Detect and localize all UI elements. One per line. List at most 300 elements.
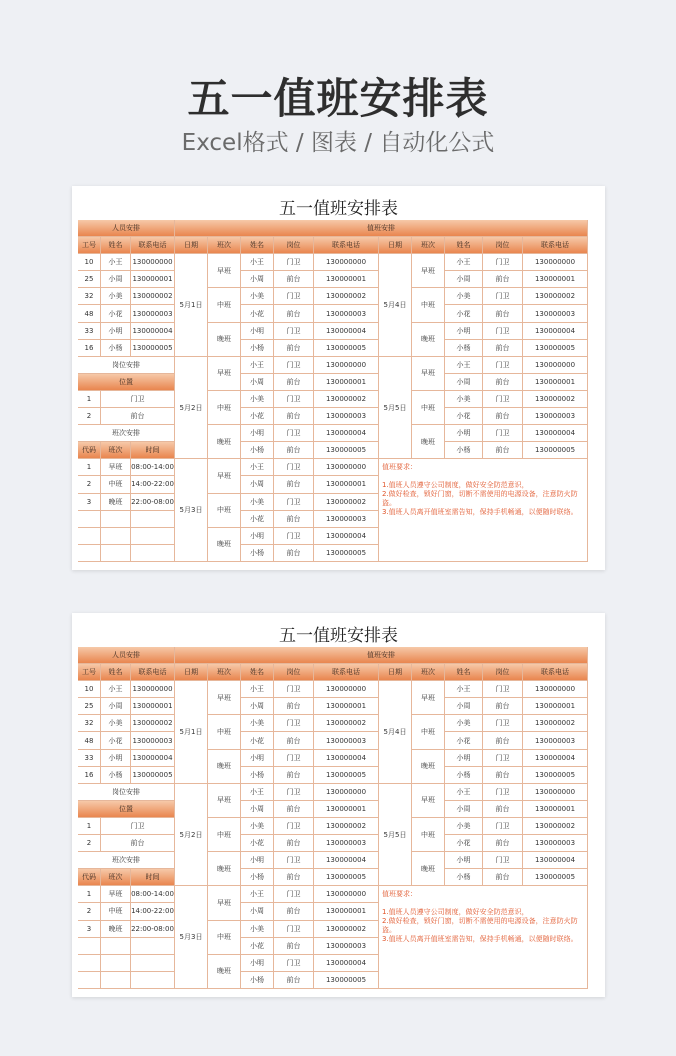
column-header: 日期 bbox=[379, 237, 412, 254]
empty-cell bbox=[101, 528, 131, 545]
shift-code-cell: 2 bbox=[78, 476, 101, 493]
duty-shift-cell: 中班 bbox=[412, 818, 445, 852]
shift-name-cell: 晚班 bbox=[101, 494, 131, 511]
empty-cell bbox=[101, 545, 131, 562]
empty-cell bbox=[131, 528, 175, 545]
duty-phone-cell: 130000001 bbox=[314, 903, 379, 920]
duty-shift-cell: 早班 bbox=[208, 357, 241, 391]
duty-post-cell: 门卫 bbox=[274, 955, 314, 972]
staff-name-cell: 小明 bbox=[101, 750, 131, 767]
duty-shift-cell: 早班 bbox=[412, 681, 445, 715]
duty-shift-cell: 晚班 bbox=[208, 750, 241, 784]
duty-phone-cell: 130000005 bbox=[314, 869, 379, 886]
duty-post-cell: 前台 bbox=[483, 698, 523, 715]
duty-name-cell: 小明 bbox=[241, 323, 274, 340]
duty-post-cell: 前台 bbox=[483, 374, 523, 391]
duty-phone-cell: 130000003 bbox=[314, 732, 379, 749]
date-cell: 5月1日 bbox=[175, 681, 208, 784]
post-header: 位置 bbox=[78, 801, 175, 818]
post-no-cell: 1 bbox=[78, 391, 101, 408]
date-cell: 5月2日 bbox=[175, 357, 208, 460]
duty-phone-cell: 130000000 bbox=[314, 254, 379, 271]
duty-name-cell: 小美 bbox=[445, 391, 483, 408]
duty-phone-cell: 130000003 bbox=[523, 305, 588, 322]
duty-shift-cell: 晚班 bbox=[208, 528, 241, 562]
spreadsheet-preview-2 bbox=[72, 613, 605, 997]
shift-name-cell: 晚班 bbox=[101, 921, 131, 938]
duty-phone-cell: 130000005 bbox=[314, 767, 379, 784]
duty-post-cell: 前台 bbox=[483, 408, 523, 425]
duty-name-cell: 小美 bbox=[241, 494, 274, 511]
staff-id-cell: 32 bbox=[78, 288, 101, 305]
duty-name-cell: 小花 bbox=[241, 511, 274, 528]
duty-post-cell: 前台 bbox=[274, 374, 314, 391]
duty-post-cell: 门卫 bbox=[483, 852, 523, 869]
column-header: 姓名 bbox=[445, 664, 483, 681]
staff-name-cell: 小周 bbox=[101, 698, 131, 715]
duty-post-cell: 门卫 bbox=[274, 323, 314, 340]
duty-post-cell: 门卫 bbox=[274, 681, 314, 698]
duty-phone-cell: 130000002 bbox=[523, 818, 588, 835]
duty-shift-cell: 中班 bbox=[208, 494, 241, 528]
column-header: 姓名 bbox=[445, 237, 483, 254]
duty-name-cell: 小花 bbox=[445, 835, 483, 852]
duty-phone-cell: 130000002 bbox=[314, 494, 379, 511]
duty-name-cell: 小周 bbox=[241, 271, 274, 288]
duty-name-cell: 小美 bbox=[241, 391, 274, 408]
column-header: 联系电话 bbox=[314, 237, 379, 254]
post-no-cell: 2 bbox=[78, 835, 101, 852]
duty-shift-cell: 早班 bbox=[208, 784, 241, 818]
duty-phone-cell: 130000005 bbox=[314, 340, 379, 357]
duty-post-cell: 门卫 bbox=[483, 254, 523, 271]
column-header: 联系电话 bbox=[131, 664, 175, 681]
shift-column-header: 时间 bbox=[131, 442, 175, 459]
duty-post-cell: 门卫 bbox=[483, 391, 523, 408]
duty-phone-cell: 130000004 bbox=[314, 955, 379, 972]
date-cell: 5月1日 bbox=[175, 254, 208, 357]
empty-cell bbox=[101, 955, 131, 972]
duty-requirements-notes bbox=[379, 459, 588, 562]
column-header: 姓名 bbox=[241, 664, 274, 681]
column-header: 班次 bbox=[412, 664, 445, 681]
note-line: 1.值班人员遵守公司制度，做好安全防范意识， bbox=[382, 908, 529, 917]
empty-cell bbox=[131, 972, 175, 989]
duty-phone-cell: 130000004 bbox=[523, 425, 588, 442]
staff-name-cell: 小美 bbox=[101, 715, 131, 732]
duty-name-cell: 小明 bbox=[445, 323, 483, 340]
duty-post-cell: 前台 bbox=[483, 340, 523, 357]
duty-post-cell: 门卫 bbox=[274, 459, 314, 476]
duty-name-cell: 小花 bbox=[445, 732, 483, 749]
schedule-grid bbox=[78, 647, 598, 989]
duty-post-cell: 前台 bbox=[274, 767, 314, 784]
duty-name-cell: 小美 bbox=[445, 818, 483, 835]
duty-phone-cell: 130000002 bbox=[523, 715, 588, 732]
duty-post-cell: 前台 bbox=[483, 767, 523, 784]
duty-post-cell: 门卫 bbox=[274, 921, 314, 938]
staff-id-cell: 16 bbox=[78, 767, 101, 784]
empty-cell bbox=[78, 511, 101, 528]
duty-post-cell: 门卫 bbox=[483, 715, 523, 732]
duty-name-cell: 小花 bbox=[445, 305, 483, 322]
duty-phone-cell: 130000003 bbox=[314, 305, 379, 322]
post-name-cell: 门卫 bbox=[101, 391, 175, 408]
duty-phone-cell: 130000002 bbox=[314, 391, 379, 408]
duty-phone-cell: 130000001 bbox=[314, 476, 379, 493]
staff-phone-cell: 130000005 bbox=[131, 340, 175, 357]
date-cell: 5月3日 bbox=[175, 886, 208, 989]
duty-phone-cell: 130000000 bbox=[314, 886, 379, 903]
duty-name-cell: 小明 bbox=[445, 750, 483, 767]
duty-post-cell: 门卫 bbox=[274, 852, 314, 869]
shift-time-cell: 22:00-08:00 bbox=[131, 494, 175, 511]
shift-name-cell: 中班 bbox=[101, 476, 131, 493]
duty-name-cell: 小美 bbox=[241, 818, 274, 835]
duty-phone-cell: 130000005 bbox=[523, 340, 588, 357]
section-title-shifts: 班次安排 bbox=[78, 425, 175, 442]
duty-phone-cell: 130000004 bbox=[314, 528, 379, 545]
column-header: 联系电话 bbox=[131, 237, 175, 254]
staff-id-cell: 33 bbox=[78, 323, 101, 340]
duty-post-cell: 门卫 bbox=[274, 357, 314, 374]
column-header: 日期 bbox=[379, 664, 412, 681]
shift-column-header: 代码 bbox=[78, 442, 101, 459]
date-cell: 5月5日 bbox=[379, 784, 412, 887]
duty-shift-cell: 晚班 bbox=[208, 955, 241, 989]
duty-post-cell: 前台 bbox=[274, 511, 314, 528]
duty-post-cell: 前台 bbox=[483, 305, 523, 322]
duty-name-cell: 小杨 bbox=[241, 545, 274, 562]
duty-shift-cell: 晚班 bbox=[412, 425, 445, 459]
duty-shift-cell: 早班 bbox=[208, 886, 241, 920]
duty-post-cell: 前台 bbox=[274, 903, 314, 920]
staff-phone-cell: 130000002 bbox=[131, 288, 175, 305]
duty-phone-cell: 130000004 bbox=[314, 852, 379, 869]
empty-cell bbox=[131, 545, 175, 562]
staff-id-cell: 33 bbox=[78, 750, 101, 767]
staff-name-cell: 小明 bbox=[101, 323, 131, 340]
duty-name-cell: 小花 bbox=[445, 408, 483, 425]
duty-phone-cell: 130000005 bbox=[314, 972, 379, 989]
staff-id-cell: 25 bbox=[78, 271, 101, 288]
staff-id-cell: 48 bbox=[78, 732, 101, 749]
duty-phone-cell: 130000001 bbox=[523, 374, 588, 391]
duty-post-cell: 前台 bbox=[274, 801, 314, 818]
empty-cell bbox=[78, 955, 101, 972]
date-cell: 5月3日 bbox=[175, 459, 208, 562]
duty-post-cell: 门卫 bbox=[483, 357, 523, 374]
duty-shift-cell: 晚班 bbox=[412, 852, 445, 886]
duty-name-cell: 小王 bbox=[445, 357, 483, 374]
shift-time-cell: 22:00-08:00 bbox=[131, 921, 175, 938]
duty-post-cell: 门卫 bbox=[274, 288, 314, 305]
duty-shift-cell: 中班 bbox=[208, 391, 241, 425]
duty-shift-cell: 早班 bbox=[208, 254, 241, 288]
shift-name-cell: 早班 bbox=[101, 886, 131, 903]
duty-phone-cell: 130000000 bbox=[314, 357, 379, 374]
duty-phone-cell: 130000003 bbox=[314, 511, 379, 528]
post-no-cell: 2 bbox=[78, 408, 101, 425]
post-no-cell: 1 bbox=[78, 818, 101, 835]
duty-name-cell: 小杨 bbox=[241, 340, 274, 357]
staff-name-cell: 小花 bbox=[101, 305, 131, 322]
duty-shift-cell: 晚班 bbox=[412, 323, 445, 357]
shift-time-cell: 08:00-14:00 bbox=[131, 459, 175, 476]
duty-phone-cell: 130000003 bbox=[523, 835, 588, 852]
shift-column-header: 班次 bbox=[101, 869, 131, 886]
duty-name-cell: 小周 bbox=[445, 698, 483, 715]
duty-post-cell: 门卫 bbox=[274, 425, 314, 442]
shift-name-cell: 中班 bbox=[101, 903, 131, 920]
sheet-title: 五一值班安排表 bbox=[279, 199, 398, 219]
duty-name-cell: 小花 bbox=[241, 835, 274, 852]
duty-name-cell: 小明 bbox=[241, 955, 274, 972]
duty-name-cell: 小杨 bbox=[241, 442, 274, 459]
column-header: 岗位 bbox=[483, 237, 523, 254]
duty-post-cell: 前台 bbox=[483, 442, 523, 459]
duty-phone-cell: 130000004 bbox=[314, 323, 379, 340]
empty-cell bbox=[101, 938, 131, 955]
staff-phone-cell: 130000002 bbox=[131, 715, 175, 732]
duty-shift-cell: 早班 bbox=[412, 784, 445, 818]
duty-post-cell: 门卫 bbox=[274, 254, 314, 271]
duty-phone-cell: 130000000 bbox=[314, 681, 379, 698]
empty-cell bbox=[131, 955, 175, 972]
duty-shift-cell: 晚班 bbox=[208, 852, 241, 886]
duty-name-cell: 小周 bbox=[445, 271, 483, 288]
duty-name-cell: 小杨 bbox=[445, 340, 483, 357]
duty-post-cell: 门卫 bbox=[274, 750, 314, 767]
duty-shift-cell: 早班 bbox=[412, 357, 445, 391]
empty-cell bbox=[78, 528, 101, 545]
duty-name-cell: 小王 bbox=[241, 681, 274, 698]
duty-post-cell: 门卫 bbox=[483, 288, 523, 305]
duty-post-cell: 前台 bbox=[274, 476, 314, 493]
duty-phone-cell: 130000001 bbox=[314, 271, 379, 288]
staff-phone-cell: 130000001 bbox=[131, 271, 175, 288]
shift-code-cell: 1 bbox=[78, 886, 101, 903]
duty-phone-cell: 130000004 bbox=[523, 852, 588, 869]
column-header: 日期 bbox=[175, 664, 208, 681]
post-name-cell: 前台 bbox=[101, 835, 175, 852]
empty-cell bbox=[101, 511, 131, 528]
shift-code-cell: 2 bbox=[78, 903, 101, 920]
duty-phone-cell: 130000001 bbox=[314, 698, 379, 715]
section-title-posts: 岗位安排 bbox=[78, 784, 175, 801]
staff-id-cell: 32 bbox=[78, 715, 101, 732]
empty-cell bbox=[101, 972, 131, 989]
duty-name-cell: 小明 bbox=[241, 750, 274, 767]
duty-name-cell: 小杨 bbox=[241, 972, 274, 989]
column-header: 联系电话 bbox=[314, 664, 379, 681]
empty-cell bbox=[78, 938, 101, 955]
column-header: 联系电话 bbox=[523, 664, 588, 681]
duty-phone-cell: 130000002 bbox=[314, 288, 379, 305]
duty-phone-cell: 130000002 bbox=[523, 391, 588, 408]
duty-shift-cell: 早班 bbox=[208, 681, 241, 715]
duty-phone-cell: 130000004 bbox=[314, 425, 379, 442]
duty-post-cell: 门卫 bbox=[483, 750, 523, 767]
duty-phone-cell: 130000001 bbox=[314, 801, 379, 818]
duty-post-cell: 前台 bbox=[274, 938, 314, 955]
sheet-title: 五一值班安排表 bbox=[279, 626, 398, 646]
duty-shift-cell: 中班 bbox=[412, 288, 445, 322]
duty-post-cell: 前台 bbox=[483, 869, 523, 886]
date-cell: 5月2日 bbox=[175, 784, 208, 887]
duty-post-cell: 前台 bbox=[274, 972, 314, 989]
shift-name-cell: 早班 bbox=[101, 459, 131, 476]
duty-shift-cell: 晚班 bbox=[208, 425, 241, 459]
duty-name-cell: 小杨 bbox=[445, 869, 483, 886]
duty-phone-cell: 130000003 bbox=[314, 938, 379, 955]
staff-name-cell: 小花 bbox=[101, 732, 131, 749]
duty-name-cell: 小杨 bbox=[241, 767, 274, 784]
duty-post-cell: 门卫 bbox=[483, 818, 523, 835]
duty-phone-cell: 130000005 bbox=[523, 869, 588, 886]
column-header: 岗位 bbox=[483, 664, 523, 681]
duty-phone-cell: 130000000 bbox=[523, 681, 588, 698]
note-line: 3.值班人员离开值班室需告知，保持手机畅通，以便随时联络。 bbox=[382, 508, 578, 517]
empty-cell bbox=[131, 938, 175, 955]
duty-name-cell: 小王 bbox=[445, 254, 483, 271]
duty-post-cell: 门卫 bbox=[274, 494, 314, 511]
column-header: 班次 bbox=[208, 664, 241, 681]
duty-post-cell: 门卫 bbox=[274, 715, 314, 732]
shift-time-cell: 14:00-22:00 bbox=[131, 476, 175, 493]
note-line: 2.做好检查，锁好门窗，切断不需使用的电源设备，注意防火防盗。 bbox=[382, 490, 578, 508]
duty-post-cell: 前台 bbox=[274, 305, 314, 322]
duty-post-cell: 门卫 bbox=[483, 425, 523, 442]
duty-post-cell: 前台 bbox=[274, 340, 314, 357]
section-header-duty: 值班安排 bbox=[175, 220, 588, 237]
duty-phone-cell: 130000004 bbox=[523, 750, 588, 767]
duty-post-cell: 门卫 bbox=[274, 784, 314, 801]
column-header: 日期 bbox=[175, 237, 208, 254]
duty-phone-cell: 130000005 bbox=[523, 442, 588, 459]
duty-post-cell: 前台 bbox=[274, 732, 314, 749]
duty-post-cell: 门卫 bbox=[274, 391, 314, 408]
duty-name-cell: 小杨 bbox=[445, 442, 483, 459]
column-header: 班次 bbox=[208, 237, 241, 254]
shift-column-header: 代码 bbox=[78, 869, 101, 886]
staff-phone-cell: 130000004 bbox=[131, 323, 175, 340]
note-line: 1.值班人员遵守公司制度，做好安全防范意识， bbox=[382, 481, 529, 490]
duty-post-cell: 门卫 bbox=[274, 818, 314, 835]
duty-name-cell: 小明 bbox=[241, 528, 274, 545]
duty-phone-cell: 130000002 bbox=[314, 921, 379, 938]
duty-name-cell: 小美 bbox=[445, 288, 483, 305]
staff-phone-cell: 130000003 bbox=[131, 732, 175, 749]
duty-name-cell: 小周 bbox=[445, 374, 483, 391]
duty-name-cell: 小王 bbox=[241, 784, 274, 801]
section-header-staff: 人员安排 bbox=[78, 647, 175, 664]
column-header: 姓名 bbox=[101, 664, 131, 681]
duty-post-cell: 前台 bbox=[274, 271, 314, 288]
duty-name-cell: 小美 bbox=[241, 288, 274, 305]
duty-post-cell: 前台 bbox=[274, 442, 314, 459]
duty-shift-cell: 中班 bbox=[208, 288, 241, 322]
staff-name-cell: 小美 bbox=[101, 288, 131, 305]
duty-phone-cell: 130000001 bbox=[523, 698, 588, 715]
duty-name-cell: 小王 bbox=[445, 681, 483, 698]
duty-phone-cell: 130000002 bbox=[523, 288, 588, 305]
duty-phone-cell: 130000003 bbox=[314, 835, 379, 852]
duty-post-cell: 门卫 bbox=[274, 886, 314, 903]
staff-id-cell: 10 bbox=[78, 254, 101, 271]
notes-title: 值班要求： bbox=[382, 463, 417, 472]
column-header: 工号 bbox=[78, 664, 101, 681]
duty-post-cell: 门卫 bbox=[483, 784, 523, 801]
staff-id-cell: 16 bbox=[78, 340, 101, 357]
duty-phone-cell: 130000000 bbox=[523, 357, 588, 374]
section-header-duty: 值班安排 bbox=[175, 647, 588, 664]
duty-shift-cell: 中班 bbox=[412, 391, 445, 425]
staff-name-cell: 小杨 bbox=[101, 340, 131, 357]
duty-shift-cell: 晚班 bbox=[208, 323, 241, 357]
shift-column-header: 时间 bbox=[131, 869, 175, 886]
duty-post-cell: 前台 bbox=[483, 732, 523, 749]
post-name-cell: 门卫 bbox=[101, 818, 175, 835]
staff-phone-cell: 130000001 bbox=[131, 698, 175, 715]
duty-name-cell: 小明 bbox=[241, 425, 274, 442]
duty-post-cell: 前台 bbox=[274, 698, 314, 715]
duty-name-cell: 小王 bbox=[445, 784, 483, 801]
shift-column-header: 班次 bbox=[101, 442, 131, 459]
duty-phone-cell: 130000004 bbox=[523, 323, 588, 340]
duty-phone-cell: 130000004 bbox=[314, 750, 379, 767]
section-title-posts: 岗位安排 bbox=[78, 357, 175, 374]
duty-name-cell: 小王 bbox=[241, 459, 274, 476]
notes-title: 值班要求： bbox=[382, 890, 417, 899]
duty-phone-cell: 130000003 bbox=[523, 408, 588, 425]
duty-post-cell: 前台 bbox=[274, 835, 314, 852]
duty-shift-cell: 早班 bbox=[208, 459, 241, 493]
duty-phone-cell: 130000001 bbox=[523, 801, 588, 818]
empty-cell bbox=[78, 545, 101, 562]
duty-shift-cell: 中班 bbox=[208, 921, 241, 955]
duty-name-cell: 小周 bbox=[241, 801, 274, 818]
duty-phone-cell: 130000001 bbox=[523, 271, 588, 288]
duty-name-cell: 小杨 bbox=[241, 869, 274, 886]
duty-shift-cell: 早班 bbox=[412, 254, 445, 288]
post-name-cell: 前台 bbox=[101, 408, 175, 425]
duty-post-cell: 门卫 bbox=[483, 323, 523, 340]
schedule-grid bbox=[78, 220, 598, 562]
shift-code-cell: 3 bbox=[78, 494, 101, 511]
duty-name-cell: 小周 bbox=[445, 801, 483, 818]
staff-phone-cell: 130000000 bbox=[131, 254, 175, 271]
column-header: 姓名 bbox=[241, 237, 274, 254]
staff-id-cell: 25 bbox=[78, 698, 101, 715]
duty-name-cell: 小美 bbox=[241, 715, 274, 732]
duty-phone-cell: 130000000 bbox=[523, 254, 588, 271]
staff-phone-cell: 130000005 bbox=[131, 767, 175, 784]
duty-name-cell: 小王 bbox=[241, 886, 274, 903]
duty-name-cell: 小周 bbox=[241, 903, 274, 920]
staff-id-cell: 48 bbox=[78, 305, 101, 322]
duty-name-cell: 小美 bbox=[445, 715, 483, 732]
staff-name-cell: 小王 bbox=[101, 254, 131, 271]
staff-phone-cell: 130000003 bbox=[131, 305, 175, 322]
empty-cell bbox=[78, 972, 101, 989]
duty-post-cell: 前台 bbox=[274, 545, 314, 562]
staff-id-cell: 10 bbox=[78, 681, 101, 698]
duty-shift-cell: 中班 bbox=[208, 715, 241, 749]
column-header: 工号 bbox=[78, 237, 101, 254]
column-header: 岗位 bbox=[274, 664, 314, 681]
spreadsheet-preview-1 bbox=[72, 186, 605, 570]
